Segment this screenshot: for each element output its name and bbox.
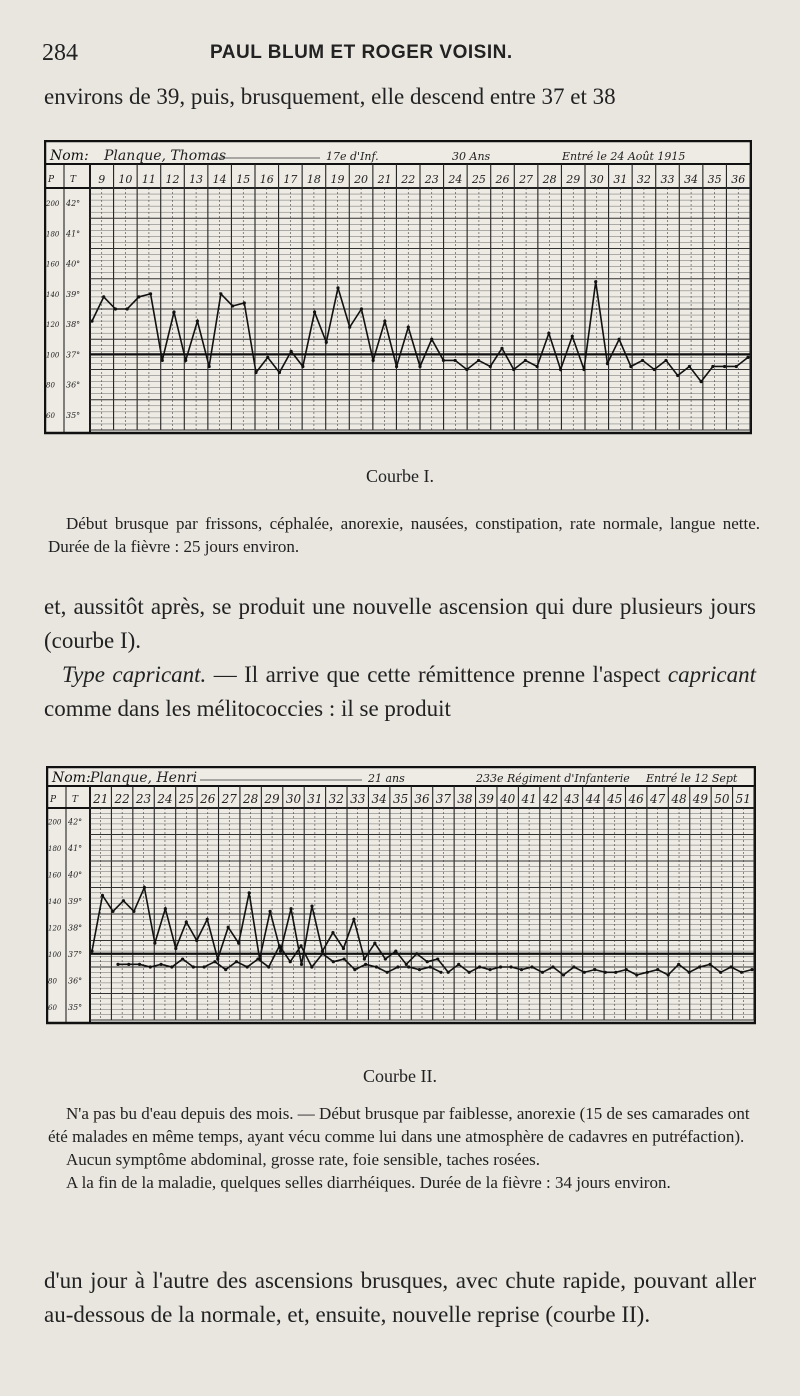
age: 30 Ans	[452, 150, 491, 163]
day-label-32: 32	[328, 792, 344, 806]
data-point	[267, 965, 270, 968]
data-point	[407, 965, 410, 968]
patient-name: Planque, Henri	[90, 770, 198, 786]
data-point	[384, 957, 387, 960]
day-label-29: 29	[264, 792, 280, 806]
pulse-tick-3: 140	[46, 290, 60, 299]
data-point	[746, 356, 749, 359]
day-label-31: 31	[307, 792, 323, 806]
regiment: 233e Régiment d'Infanterie	[476, 772, 630, 785]
day-label-35: 35	[392, 792, 409, 806]
day-label-21: 21	[93, 792, 109, 806]
data-point	[364, 963, 367, 966]
nom-label: Nom:	[52, 770, 91, 786]
data-point	[143, 886, 146, 889]
data-point	[582, 368, 585, 371]
day-label-46: 46	[628, 792, 644, 806]
data-point	[290, 350, 293, 353]
day-label-23: 23	[424, 173, 439, 186]
data-point	[530, 965, 533, 968]
day-label-26: 26	[200, 792, 216, 806]
data-point	[301, 365, 304, 368]
day-label-17: 17	[283, 173, 298, 186]
pulse-tick-6: 80	[48, 977, 57, 986]
data-point	[336, 286, 339, 289]
data-point	[363, 957, 366, 960]
data-point	[126, 307, 129, 310]
data-point	[122, 899, 125, 902]
day-label-36: 36	[414, 792, 430, 806]
data-point	[468, 971, 471, 974]
day-label-23: 23	[135, 792, 152, 806]
data-point	[256, 957, 259, 960]
day-label-51: 51	[735, 792, 751, 806]
data-point	[360, 307, 363, 310]
type-title: Type capricant.	[62, 662, 207, 687]
pulse-tick-0: 200	[48, 818, 62, 827]
data-point	[353, 968, 356, 971]
day-label-48: 48	[671, 792, 687, 806]
data-point	[562, 973, 565, 976]
day-label-50: 50	[714, 792, 730, 806]
entry-date: Entré le 24 Août 1915	[562, 150, 686, 163]
running-title: PAUL BLUM ET ROGER VOISIN.	[210, 42, 513, 63]
figure-legend-2: N'a pas bu d'eau depuis des mois. — Début brusque par faiblesse, anorexie (15 de ses camarades ont été malades en même temps, ayant vécu comme lui dans une atmosphère de cadavres en putréfaction). Aucun symptôme abdominal, grosse rate, foie sensible, taches rosées. A la fin de la maladie, quelques selles diarrhéiques. Durée de la fièvre : 34 jours environ.	[48, 1104, 750, 1192]
data-point	[185, 920, 188, 923]
data-point	[719, 971, 722, 974]
data-point	[711, 365, 714, 368]
data-point	[629, 365, 632, 368]
data-point	[551, 965, 554, 968]
data-point	[708, 963, 711, 966]
data-point	[436, 957, 439, 960]
data-point	[618, 338, 621, 341]
data-point	[159, 963, 162, 966]
pulse-tick-4: 120	[48, 924, 62, 933]
pulse-tick-2: 160	[48, 871, 62, 880]
data-point	[454, 359, 457, 362]
figure-legend-1: Début brusque par frissons, céphalée, anorexie, nausées, constipation, rate normale, langue nette. Durée de la fièvre : 25 jours environ.	[48, 514, 760, 556]
pulse-header: P	[48, 175, 55, 185]
data-point	[430, 338, 433, 341]
data-point	[243, 301, 246, 304]
data-point	[310, 904, 313, 907]
pulse-tick-7: 60	[48, 1003, 57, 1012]
data-point	[116, 963, 119, 966]
data-point	[625, 968, 628, 971]
data-point	[278, 371, 281, 374]
pulse-tick-2: 160	[46, 260, 60, 269]
data-point	[90, 320, 93, 323]
data-point	[246, 965, 249, 968]
nom-label: Nom:	[50, 148, 89, 164]
data-point	[310, 965, 313, 968]
data-point	[101, 894, 104, 897]
day-label-25: 25	[178, 792, 195, 806]
data-point	[559, 368, 562, 371]
temp-tick-2: 40°	[68, 870, 83, 880]
data-point	[164, 907, 167, 910]
temp-tick-7: 35°	[68, 1002, 83, 1012]
data-point	[299, 944, 302, 947]
data-point	[614, 971, 617, 974]
temp-tick-4: 38°	[66, 320, 81, 330]
data-point	[375, 965, 378, 968]
data-point	[700, 380, 703, 383]
temp-tick-2: 40°	[66, 259, 81, 269]
data-point	[184, 359, 187, 362]
day-label-27: 27	[221, 792, 237, 806]
data-point	[524, 359, 527, 362]
data-point	[114, 307, 117, 310]
day-label-25: 25	[471, 173, 486, 186]
data-point	[332, 960, 335, 963]
data-point	[394, 950, 397, 953]
data-point	[405, 963, 408, 966]
data-point	[331, 931, 334, 934]
data-point	[352, 918, 355, 921]
data-point	[489, 365, 492, 368]
day-label-28: 28	[542, 173, 557, 186]
data-point	[447, 971, 450, 974]
temp-tick-0: 42°	[66, 199, 81, 209]
day-label-33: 33	[660, 173, 675, 186]
pulse-header: P	[50, 795, 57, 805]
data-point	[512, 368, 515, 371]
data-point	[729, 965, 732, 968]
day-label-22: 22	[401, 173, 416, 186]
day-label-36: 36	[731, 173, 746, 186]
data-point	[208, 365, 211, 368]
data-point	[300, 963, 303, 966]
data-point	[667, 973, 670, 976]
page-number: 284	[42, 40, 78, 66]
temp-tick-0: 42°	[68, 817, 83, 827]
data-point	[248, 891, 251, 894]
data-point	[541, 971, 544, 974]
data-point	[499, 965, 502, 968]
data-point	[407, 326, 410, 329]
data-point	[465, 368, 468, 371]
data-point	[219, 292, 222, 295]
data-point	[127, 963, 130, 966]
temp-tick-6: 36°	[68, 976, 83, 986]
body-line-1: environs de 39, puis, brusquement, elle descend entre 37 et 38	[44, 84, 616, 109]
data-point	[547, 332, 550, 335]
day-label-19: 19	[330, 173, 345, 186]
data-point	[688, 365, 691, 368]
data-point	[161, 359, 164, 362]
day-label-29: 29	[566, 173, 581, 186]
data-point	[342, 947, 345, 950]
temp-tick-5: 37°	[66, 350, 81, 360]
data-point	[415, 952, 418, 955]
patient-name: Planque, Thomas	[104, 148, 227, 164]
data-point	[254, 371, 257, 374]
data-point	[321, 952, 324, 955]
temp-tick-1: 41°	[68, 843, 83, 853]
data-point	[698, 965, 701, 968]
data-point	[206, 918, 209, 921]
data-point	[174, 947, 177, 950]
data-point	[278, 944, 281, 947]
data-point	[664, 359, 667, 362]
day-label-33: 33	[350, 792, 366, 806]
data-point	[153, 942, 156, 945]
day-label-39: 39	[478, 792, 494, 806]
data-point	[396, 965, 399, 968]
data-point	[677, 963, 680, 966]
day-label-15: 15	[236, 173, 251, 186]
data-point	[536, 365, 539, 368]
day-label-20: 20	[354, 173, 369, 186]
day-label-31: 31	[613, 173, 628, 186]
data-point	[635, 973, 638, 976]
data-point	[641, 359, 644, 362]
data-point	[343, 957, 346, 960]
day-label-12: 12	[165, 173, 180, 186]
day-label-32: 32	[636, 173, 651, 186]
data-point	[488, 968, 491, 971]
data-point	[181, 957, 184, 960]
data-point	[604, 971, 607, 974]
day-label-22: 22	[114, 792, 130, 806]
temp-header: T	[72, 795, 79, 805]
pulse-tick-7: 60	[46, 411, 55, 420]
day-label-35: 35	[707, 173, 722, 186]
temp-header: T	[70, 175, 77, 185]
data-point	[386, 971, 389, 974]
day-label-47: 47	[649, 792, 666, 806]
day-label-13: 13	[189, 173, 204, 186]
data-point	[740, 971, 743, 974]
figure-caption-1: Courbe I.	[366, 466, 434, 486]
day-label-11: 11	[141, 173, 156, 186]
data-point	[583, 971, 586, 974]
data-point	[593, 968, 596, 971]
data-point	[196, 320, 199, 323]
data-point	[439, 971, 442, 974]
day-label-41: 41	[521, 792, 537, 806]
data-point	[102, 295, 105, 298]
data-point	[723, 365, 726, 368]
day-label-37: 37	[435, 792, 452, 806]
pulse-tick-1: 180	[46, 230, 60, 239]
data-point	[289, 907, 292, 910]
day-label-43: 43	[564, 792, 580, 806]
entry-date: Entré le 12 Sept	[646, 772, 738, 785]
data-point	[646, 971, 649, 974]
data-point	[149, 965, 152, 968]
day-label-18: 18	[306, 173, 321, 186]
data-point	[606, 362, 609, 365]
data-point	[395, 365, 398, 368]
data-point	[750, 968, 753, 971]
day-label-21: 21	[377, 173, 392, 186]
day-label-34: 34	[371, 792, 387, 806]
body-paragraph-final: d'un jour à l'autre des ascensions brusques, avec chute rapide, pouvant aller au-dessous de la normale, et, ensuite, nouvelle reprise (courbe II).	[44, 1268, 756, 1327]
body-paragraph-2: et, aussitôt après, se produit une nouvelle ascension qui dure plusieurs jours (courbe I). Type capricant. — Il arrive que cette rémittence prenne l'aspect capricant comme dans les mélitococcies : il se produit	[44, 594, 757, 721]
pulse-tick-0: 200	[46, 200, 60, 209]
data-point	[137, 295, 140, 298]
data-point	[203, 965, 206, 968]
data-point	[227, 926, 230, 929]
data-point	[268, 910, 271, 913]
day-label-38: 38	[457, 792, 473, 806]
temp-tick-3: 39°	[66, 289, 81, 299]
data-point	[426, 960, 429, 963]
data-point	[676, 374, 679, 377]
temp-tick-3: 39°	[68, 896, 83, 906]
data-point	[313, 310, 316, 313]
pulse-tick-1: 180	[48, 844, 62, 853]
data-point	[500, 347, 503, 350]
data-point	[688, 971, 691, 974]
data-point	[231, 304, 234, 307]
data-point	[235, 960, 238, 963]
day-label-49: 49	[692, 792, 709, 806]
pulse-tick-3: 140	[48, 897, 62, 906]
data-point	[149, 292, 152, 295]
day-label-42: 42	[542, 792, 559, 806]
temp-tick-6: 36°	[66, 380, 81, 390]
data-point	[520, 968, 523, 971]
day-label-45: 45	[607, 792, 623, 806]
data-point	[224, 968, 227, 971]
pulse-tick-5: 100	[46, 351, 60, 360]
data-point	[656, 968, 659, 971]
data-point	[477, 359, 480, 362]
day-label-30: 30	[589, 173, 604, 186]
data-point	[457, 963, 460, 966]
data-point	[383, 320, 386, 323]
day-label-26: 26	[495, 173, 510, 186]
data-point	[735, 365, 738, 368]
temp-tick-5: 37°	[68, 949, 83, 959]
data-point	[138, 963, 141, 966]
temp-tick-7: 35°	[66, 410, 81, 420]
figure-caption-2: Courbe II.	[363, 1066, 437, 1086]
data-point	[373, 942, 376, 945]
data-point	[653, 368, 656, 371]
day-label-40: 40	[500, 792, 516, 806]
day-label-24: 24	[448, 173, 463, 186]
data-point	[192, 965, 195, 968]
data-point	[429, 965, 432, 968]
day-label-10: 10	[118, 173, 133, 186]
day-label-14: 14	[212, 173, 227, 186]
data-point	[132, 910, 135, 913]
data-point	[572, 965, 575, 968]
data-point	[237, 942, 240, 945]
regiment: 17e d'Inf.	[326, 150, 379, 163]
data-point	[266, 356, 269, 359]
data-point	[571, 335, 574, 338]
day-label-16: 16	[259, 173, 274, 186]
data-point	[172, 310, 175, 313]
pulse-tick-4: 120	[46, 321, 60, 330]
day-label-28: 28	[243, 792, 259, 806]
data-point	[348, 326, 351, 329]
day-label-24: 24	[157, 792, 173, 806]
temp-tick-4: 38°	[68, 923, 83, 933]
day-label-9: 9	[98, 173, 106, 186]
data-point	[111, 910, 114, 913]
data-point	[372, 359, 375, 362]
day-label-44: 44	[585, 792, 601, 806]
data-point	[594, 280, 597, 283]
data-point	[325, 341, 328, 344]
data-point	[213, 960, 216, 963]
data-point	[289, 960, 292, 963]
temp-tick-1: 41°	[66, 229, 81, 239]
data-point	[170, 965, 173, 968]
data-point	[195, 939, 198, 942]
data-point	[442, 359, 445, 362]
age: 21 ans	[368, 772, 405, 785]
pulse-tick-6: 80	[46, 381, 55, 390]
day-label-30: 30	[285, 792, 302, 806]
temperature-chart-2	[46, 766, 756, 1026]
data-point	[216, 957, 219, 960]
pulse-tick-5: 100	[48, 950, 62, 959]
day-label-27: 27	[519, 173, 534, 186]
data-point	[418, 365, 421, 368]
data-point	[478, 965, 481, 968]
data-point	[90, 950, 93, 953]
temperature-chart-1	[44, 140, 752, 436]
data-point	[418, 968, 421, 971]
data-point	[509, 965, 512, 968]
day-label-34: 34	[684, 173, 699, 186]
